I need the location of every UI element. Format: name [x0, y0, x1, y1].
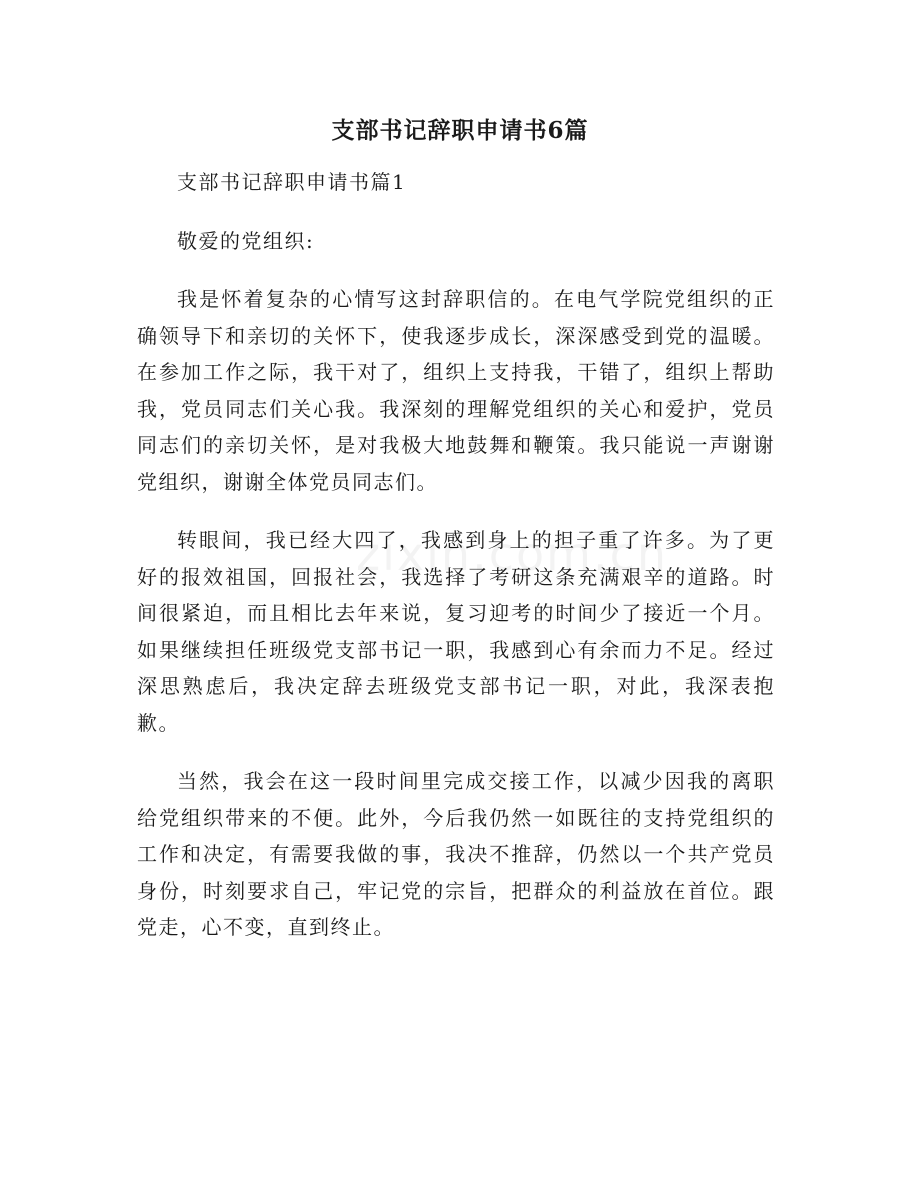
body-paragraph: 我是怀着复杂的心情写这封辞职信的。在电气学院党组织的正确领导下和亲切的关怀下，使我逐步成长，深深感受到党的温暖。在参加工作之际，我干对了，组织上支持我，干错了，组织上帮助我，党员同志们关心我。我深刻的理解党组织的关心和爱护，党员同志们的亲切关怀，是对我极大地鼓舞和鞭策。我只能说一声谢谢党组织，谢谢全体党员同志们。 [137, 287, 775, 494]
body-paragraph: 转眼间，我已经大四了，我感到身上的担子重了许多。为了更好的报效祖国，回报社会，我选择了考研这条充满艰辛的道路。时间很紧迫，而且相比去年来说，复习迎考的时间少了接近一个月。如果继续担任班级党支部书记一职，我感到心有余而力不足。经过深思熟虑后，我决定辞去班级党支部书记一职，对此，我深表抱歉。 [137, 528, 775, 735]
body-paragraph: 当然，我会在这一段时间里完成交接工作，以减少因我的离职给党组织带来的不便。此外，今后我仍然一如既往的支持党组织的工作和决定，有需要我做的事，我决不推辞，仍然以一个共产党员身份，时刻要求自己，牢记党的宗旨，把群众的利益放在首位。跟党走，心不变，直到终止。 [137, 769, 775, 939]
document-title: 支部书记辞职申请书6篇 [331, 117, 589, 144]
document-body [137, 164, 775, 968]
section-heading: 支部书记辞职申请书篇1 [177, 170, 407, 194]
salutation: 敬爱的党组织: [177, 228, 315, 253]
